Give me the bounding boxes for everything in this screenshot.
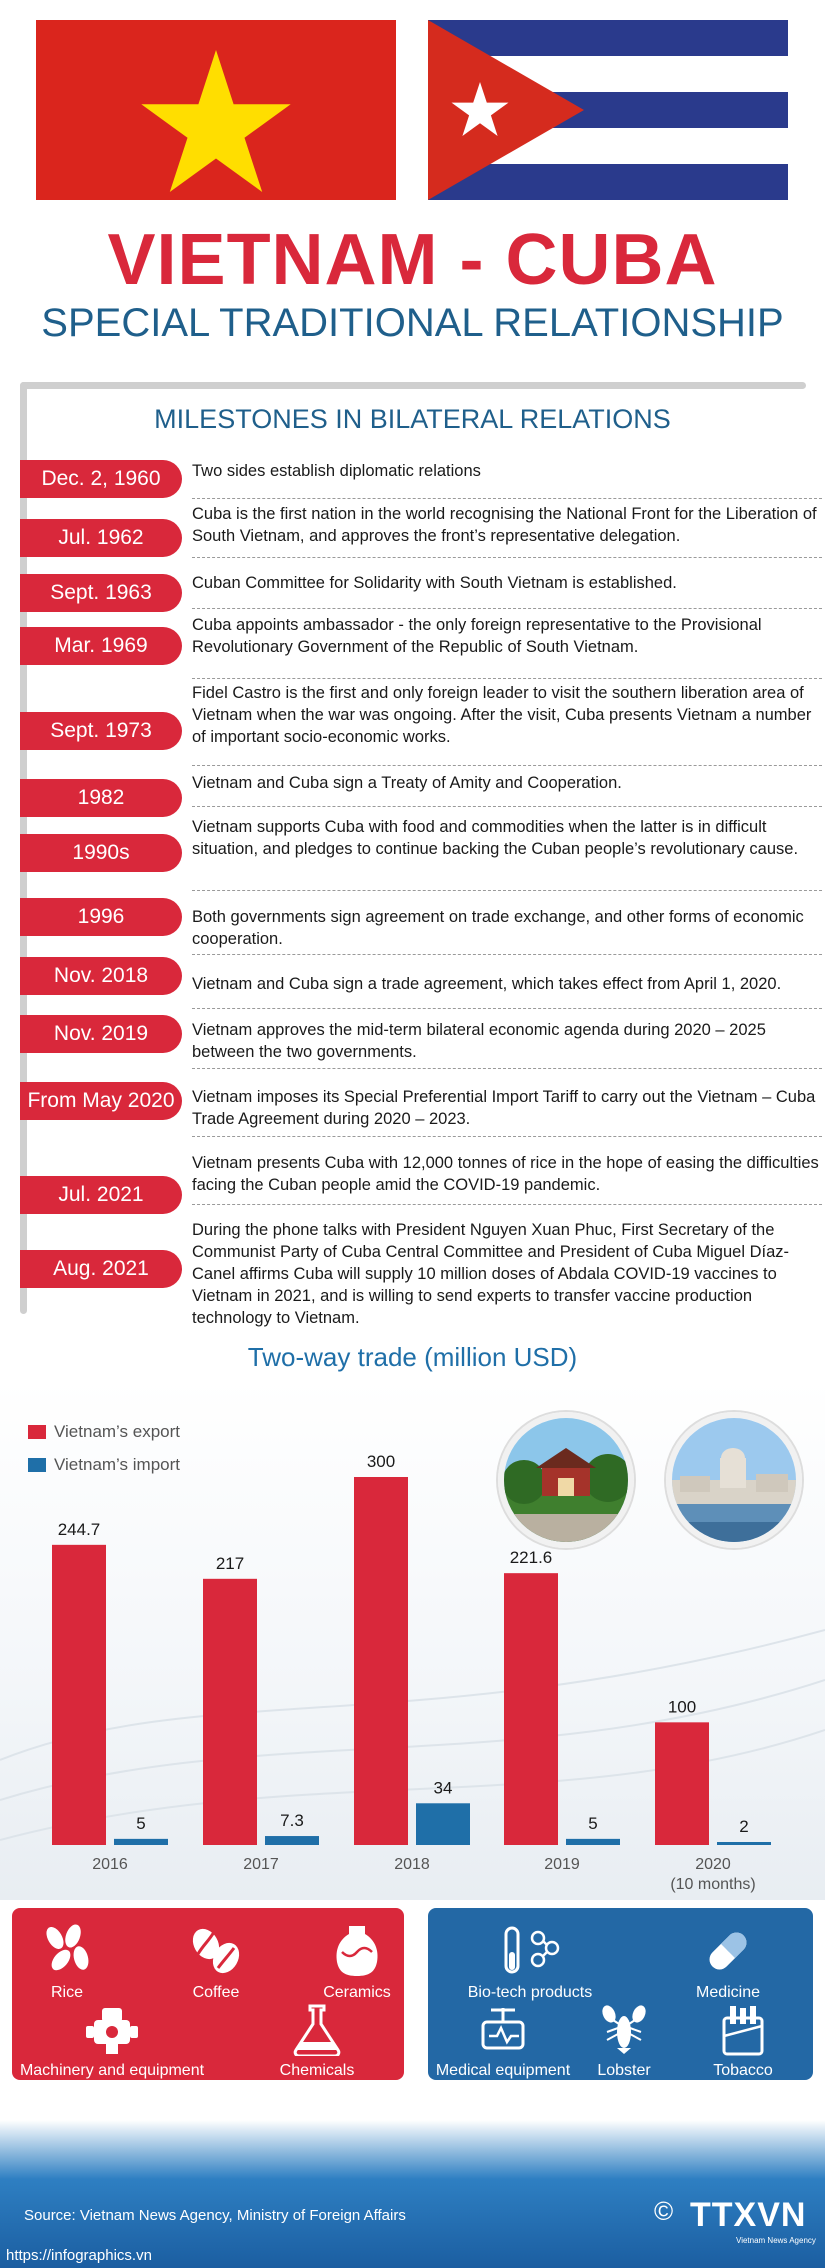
export-products-panel xyxy=(12,1908,404,2080)
milestone-separator xyxy=(192,1204,822,1205)
milestone-separator xyxy=(192,1008,822,1009)
import-bar xyxy=(717,1842,771,1845)
coffee-bean-icon xyxy=(186,1924,246,1978)
milestone-text: Both governments sign agreement on trade exchange, and other forms of economic cooperation. xyxy=(192,908,804,948)
milestone-date: Dec. 2, 1960 xyxy=(20,460,182,498)
product-coffee xyxy=(166,1924,266,2002)
footer-band xyxy=(0,2120,825,2268)
legend-export xyxy=(28,1422,180,1442)
milestone-text: Vietnam and Cuba sign a trade agreement, which takes effect from April 1, 2020. xyxy=(192,975,782,993)
import-bar xyxy=(265,1836,319,1845)
milestone-date: Sept. 1963 xyxy=(20,574,182,612)
milestone-date: From May 2020 xyxy=(20,1082,182,1120)
milestone-date: Jul. 1962 xyxy=(20,519,182,557)
cuba-flag xyxy=(428,20,788,200)
category-label: 2017 xyxy=(243,1856,279,1873)
cigarette-pack-icon xyxy=(718,2004,768,2056)
milestone-separator xyxy=(192,557,822,558)
milestone-text: Vietnam approves the mid-term bilateral economic agenda during 2020 – 2025 between the two governments. xyxy=(192,1021,766,1061)
milestone-date: 1982 xyxy=(20,779,182,817)
cuba-flag-triangle xyxy=(428,20,788,200)
export-bar xyxy=(52,1545,106,1845)
vietnam-flag-star-icon xyxy=(36,20,396,200)
milestone-separator xyxy=(192,890,822,891)
export-bar xyxy=(203,1579,257,1845)
copyright-symbol: © xyxy=(654,2196,674,2226)
legend-swatch-import xyxy=(28,1458,46,1472)
milestone-separator xyxy=(192,498,822,499)
legend-label-import: Vietnam’s import xyxy=(54,1455,180,1474)
milestone-separator xyxy=(192,954,822,955)
product-machinery xyxy=(12,2004,212,2080)
milestone-date: 1990s xyxy=(20,834,182,872)
milestone-date: Jul. 2021 xyxy=(20,1176,182,1214)
milestone-text: Vietnam presents Cuba with 12,000 tonnes of rice in the hope of easing the difficulties facing the Cuban people amid the COVID-19 pandemic. xyxy=(192,1154,819,1194)
test-tube-molecule-icon xyxy=(500,1924,560,1978)
product-label: Lobster xyxy=(597,2062,651,2079)
category-note-label: (10 months) xyxy=(670,1876,756,1893)
import-value-label: 34 xyxy=(433,1778,453,1798)
milestones-heading: MILESTONES IN BILATERAL RELATIONS xyxy=(154,404,671,434)
import-bar xyxy=(566,1839,620,1845)
flask-icon xyxy=(292,2004,342,2056)
chart-title: Two-way trade (million USD) xyxy=(247,1342,578,1372)
export-value-label: 300 xyxy=(366,1452,396,1471)
import-value-label: 5 xyxy=(588,1813,598,1833)
export-bar xyxy=(504,1573,558,1845)
medical-device-icon xyxy=(475,2004,531,2056)
export-bar xyxy=(354,1477,408,1845)
page-title: VIETNAM - CUBA xyxy=(107,220,718,300)
milestone-date: Nov. 2018 xyxy=(20,957,182,995)
milestone-text: Cuba is the first nation in the world recognising the National Front for the Liberation of South Vietnam, and approves the front’s representative delegation. xyxy=(192,505,817,545)
product-label: Tobacco xyxy=(713,2062,773,2079)
milestone-text: Two sides establish diplomatic relations xyxy=(192,462,481,480)
export-value-label: 100 xyxy=(667,1697,697,1717)
product-rice xyxy=(22,1924,112,2002)
milestone-separator xyxy=(192,806,822,807)
pill-icon xyxy=(701,1924,755,1978)
milestone-separator xyxy=(192,608,822,609)
legend-import xyxy=(28,1455,180,1475)
milestone-date: Sept. 1973 xyxy=(20,712,182,750)
legend-swatch-export xyxy=(28,1425,46,1439)
lobster-icon xyxy=(599,2004,649,2056)
category-label: 2019 xyxy=(544,1856,580,1873)
agency-logo: TTXVN xyxy=(690,2196,807,2234)
product-tobacco xyxy=(698,2004,788,2080)
rice-icon xyxy=(39,1924,95,1978)
category-label: 2020 xyxy=(695,1856,731,1873)
export-bar xyxy=(655,1722,709,1845)
agency-name: Vietnam News Agency xyxy=(736,2236,816,2245)
legend-label-export: Vietnam’s export xyxy=(54,1422,180,1441)
product-biotech xyxy=(460,1924,600,2002)
engine-icon xyxy=(84,2004,140,2056)
milestone-separator xyxy=(192,678,822,679)
import-bar xyxy=(416,1803,470,1845)
import-value-label: 2 xyxy=(739,1817,749,1836)
product-medical-equipment xyxy=(428,2004,578,2080)
milestone-date: Aug. 2021 xyxy=(20,1250,182,1288)
product-chemicals xyxy=(262,2004,372,2080)
milestone-date: 1996 xyxy=(20,898,182,936)
milestone-text: Vietnam imposes its Special Preferential Import Tariff to carry out the Vietnam – Cuba Trade Agreement during 2020 – 2023. xyxy=(192,1088,816,1128)
export-value-label: 221.6 xyxy=(509,1548,553,1568)
product-label: Medical equipment xyxy=(435,2062,571,2079)
website-link[interactable]: https://infographics.vn xyxy=(6,2247,152,2264)
milestone-separator xyxy=(192,1136,822,1137)
milestone-text: Vietnam supports Cuba with food and commodities when the latter is in difficult situation, and pledges to continue backing the Cuban people’s revolutionary cause. xyxy=(192,818,799,858)
milestone-text: During the phone talks with President Nguyen Xuan Phuc, First Secretary of the Communist Party of Cuba Central Committee and President of Cuba Miguel Díaz-Canel affirms Cuba will supply 10 million doses of Abdala COVID-19 vaccines to Vietnam in 2021, and is willing to send experts to transfer vaccine production technology to Vietnam. xyxy=(192,1221,790,1327)
source-note: Source: Vietnam News Agency, Ministry of Foreign Affairs xyxy=(24,2207,406,2224)
vase-icon xyxy=(332,1924,382,1978)
export-value-label: 244.7 xyxy=(57,1519,101,1539)
category-label: 2016 xyxy=(92,1856,128,1873)
milestone-text: Vietnam and Cuba sign a Treaty of Amity and Cooperation. xyxy=(192,774,622,792)
product-medicine xyxy=(673,1924,783,2002)
timeline-top-bar xyxy=(20,382,806,389)
import-products-panel xyxy=(428,1908,813,2080)
milestone-date: Nov. 2019 xyxy=(20,1015,182,1053)
import-value-label: 5 xyxy=(136,1813,146,1833)
product-label: Rice xyxy=(50,1984,83,2001)
product-lobster xyxy=(584,2004,664,2080)
product-label: Ceramics xyxy=(323,1984,391,2001)
milestone-text: Cuban Committee for Solidarity with South Vietnam is established. xyxy=(192,574,677,592)
vietnam-landmark-photo xyxy=(498,1412,634,1548)
product-label: Machinery and equipment xyxy=(19,2062,205,2079)
vietnam-flag xyxy=(36,20,396,200)
milestone-text: Cuba appoints ambassador - the only foreign representative to the Provisional Revolutionary Government of the Republic of South Vietnam. xyxy=(192,616,762,656)
import-value-label: 7.3 xyxy=(280,1811,304,1831)
page-subtitle: SPECIAL TRADITIONAL RELATIONSHIP xyxy=(41,301,784,345)
product-ceramics xyxy=(312,1924,402,2002)
import-bar xyxy=(114,1839,168,1845)
category-label: 2018 xyxy=(394,1856,430,1873)
milestone-separator xyxy=(192,1068,822,1069)
product-label: Chemicals xyxy=(279,2062,355,2079)
product-label: Bio-tech products xyxy=(467,1984,593,2001)
export-value-label: 217 xyxy=(215,1553,245,1573)
product-label: Medicine xyxy=(695,1984,761,2001)
cuba-landmark-photo xyxy=(666,1412,802,1548)
product-label: Coffee xyxy=(192,1984,240,2001)
milestone-date: Mar. 1969 xyxy=(20,627,182,665)
milestone-text: Fidel Castro is the first and only foreign leader to visit the southern liberation area of Vietnam when the war was ongoing. After the visit, Cuba presents Vietnam a number of important socio-economic works. xyxy=(192,684,812,746)
milestone-separator xyxy=(192,765,822,766)
